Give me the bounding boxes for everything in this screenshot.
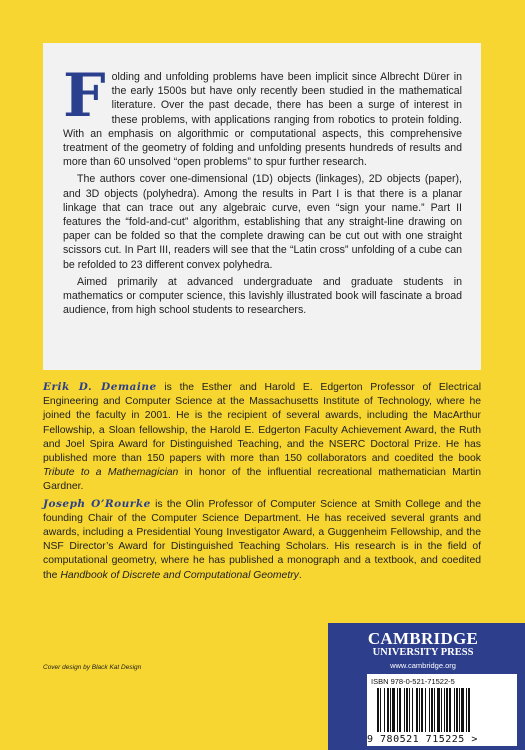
barcode-icon — [371, 688, 513, 734]
cover-design-credit: Cover design by Black Kat Design — [43, 664, 142, 671]
isbn-box — [367, 674, 517, 746]
blurb-paragraph-2: The authors cover one-dimensional (1D) objects (linkages), 2D objects (paper), and 3D objects (polyhedra). Among the results in Part I is that there is a planar linkage that can trace out any algebraic curve, even “sign your name.” Part II features the “fold-and-cut” algorithm, establishing that any straight-line drawing on paper can be folded so that the complete drawing can be cut out with one straight scissors cut. In Part III, readers will see that the “Latin cross” unfolding of a cube can be refolded to 23 different convex polyhedra. — [63, 173, 462, 271]
author-bio-1-text-a: is the Esther and Harold E. Edgerton Professor of Electrical Engineering and Computer Science at the Massachusetts Institute of Technology, where he joined the faculty in 2001. He is the recipient of several awards, including the MacArthur Fellowship, a Sloan fellowship, the Harold E. Edgerton Faculty Achievement Award, the Ruth and Joel Spira Award for Distinguished Teaching, and the NSERC Doctoral Prize. He has published more than 150 papers with more than 150 collaborators and coedited the book — [43, 382, 481, 465]
publisher-subtitle: UNIVERSITY PRESS — [372, 647, 474, 658]
author-name-2: Joseph O’Rourke — [43, 497, 151, 510]
drop-cap: F — [63, 61, 106, 131]
isbn-label: ISBN 978-0-521-71522-5 — [371, 677, 455, 686]
blurb-paragraph-3: Aimed primarily at advanced undergraduate and graduate students in mathematics or computer science, this lavishly illustrated book will fascinate a broad audience, from high school students to researchers. — [63, 275, 462, 317]
publisher-url: www.cambridge.org — [390, 661, 456, 670]
barcode-number: 9 780521 715225 > — [367, 734, 478, 745]
author-bios — [43, 380, 481, 583]
blurb-paragraph-1-text: olding and unfolding problems have been implicit since Albrecht Dürer in the early 1500s but have only recently been studied in the mathematical literature. Over the past decade, there has been a surge of interest in these problems, with applications ranging from robotics to protein folding. With an emphasis on algorithmic or computational aspects, this comprehensive treatment of the geometry of folding and unfolding presents hundreds of results and more than 60 unsolved “open problems” to spur further research. — [63, 71, 462, 169]
back-cover-blurb — [63, 61, 462, 320]
publisher-panel — [328, 623, 525, 750]
blurb-paragraph-1 — [63, 61, 462, 169]
author-bio-1-book: Tribute to a Mathemagician — [43, 467, 179, 479]
author-bio-1 — [43, 380, 481, 495]
author-bio-2-text-b: . — [298, 569, 302, 581]
author-name-1: Erik D. Demaine — [43, 381, 157, 393]
author-bio-2-book: Handbook of Discrete and Computational Geometry — [60, 569, 299, 581]
author-bio-2 — [43, 497, 481, 583]
publisher-name: CAMBRIDGE — [367, 629, 479, 648]
author-bio-1-text-b: in honor of the influential recreational mathematician Martin Gardner. — [43, 467, 481, 493]
author-bio-2-text-a: is the Olin Professor of Computer Science at Smith College and the founding Chair of the Computer Science Department. He has received several grants and awards, including a Presidential Young Investigator Award, a Guggenheim Fellowship, and the NSF Director’s Award for Distinguished Teaching Scholars. His research is in the field of computational geometry, where he has published a monograph and a textbook, and coedited the — [43, 498, 481, 581]
